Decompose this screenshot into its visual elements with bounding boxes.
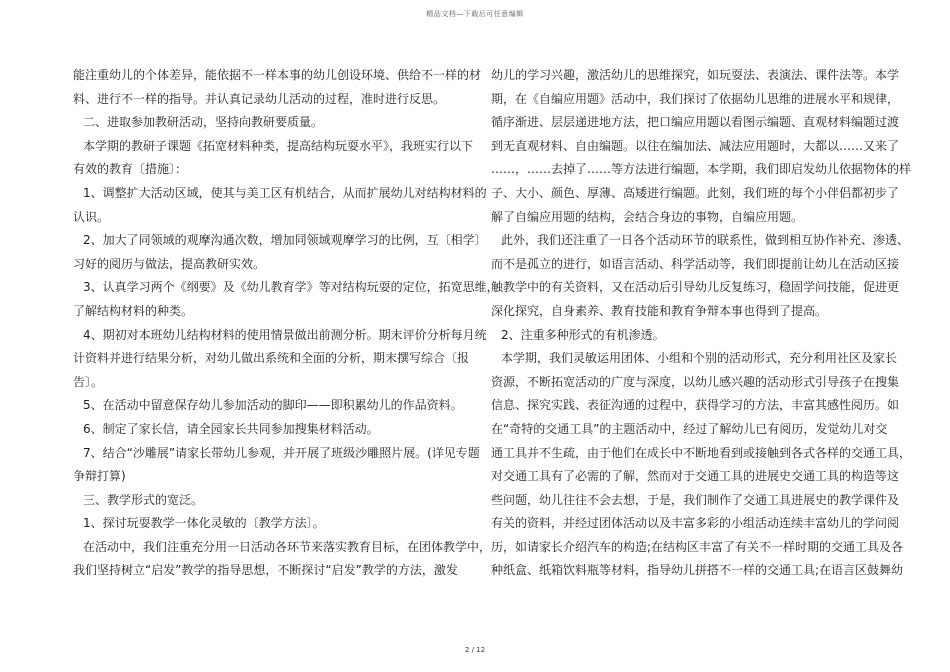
text-line: 到无直观材料、自由编题。以往在编加法、减法应用题时，大都以……又来了: [491, 138, 900, 153]
text-line: 有关的资料，并经过团体活动以及丰富多彩的小组活动连续丰富幼儿的学问阅: [491, 516, 900, 531]
text-line: 2、加大了同领域的观摩沟通次数，增加同领域观摩学习的比例，互〔相学〕: [83, 233, 487, 248]
left-column: [73, 64, 499, 583]
text-line: 计资料并进行结果分析，对幼儿做出系统和全面的分析，期末撰写综合〔报: [73, 351, 470, 366]
text-line: 本学期的教研子课题《拓宽材料种类，提高结构玩耍水平》，我班实行以下: [83, 138, 474, 153]
text-line: 了解结构材料的种类。: [73, 303, 194, 318]
text-line: 历，如请家长介绍汽车的构造;在结构区丰富了有关不一样时期的交通工具及各: [491, 539, 904, 554]
text-line: 信息、探究实践、表征沟通的过程中，获得学习的方法，丰富其感性阅历。如: [491, 398, 900, 413]
text-line: 幼儿的学习兴趣，激活幼儿的思维探究，如玩耍法、表演法、课件法等。本学: [491, 68, 900, 82]
text-line: 能注重幼儿的个体差异，能依据不一样本事的幼儿创设环境、供给不一样的材: [73, 68, 482, 82]
text-line: 5、在活动中留意保存幼儿参加活动的脚印——即积累幼儿的作品资料。: [83, 398, 463, 413]
text-line: 资源，不断拓宽活动的广度与深度，以幼儿感兴趣的活动形式引导孩子在搜集: [491, 374, 900, 389]
text-line: 期，在《自编应用题》活动中，我们探讨了依据幼儿思维的进展水平和规律，: [491, 91, 900, 106]
text-line: 通工具并不生疏，由于他们在成长中不断地看到或接触到各式各样的交通工具，: [491, 445, 912, 460]
text-line: 认识。: [73, 209, 110, 224]
text-line: 解了自编应用题的结构，会结合身边的事物，自编应用题。: [491, 209, 804, 224]
page-number: 2 / 12: [464, 646, 486, 654]
text-line: 深化探究，自身素养、教育技能和教育争辩本事也得到了提高。: [491, 303, 828, 318]
text-line: 在活动中，我们注重充分用一日活动各环节来落实教育目标，在团体教学中，: [83, 539, 492, 554]
text-line: 2、注重多种形式的有机渗透。: [501, 327, 665, 342]
text-line: 子、大小、颜色、厚薄、高矮进行编题。此刻，我们班的每个小伴侣都初步了: [491, 185, 900, 200]
text-line: 习好的阅历与做法，提高教研实效。: [73, 256, 266, 271]
text-line: 争辩打算): [73, 469, 126, 484]
text-line: 有效的教育〔措施〕：: [73, 162, 188, 177]
text-line: 对交通工具有了必需的了解，然而对于交通工具的进展史交通工具的构造等这: [491, 469, 900, 484]
text-line: 我们坚持树立“启发”教学的指导思想，不断探讨“启发”教学的方法，激发: [73, 563, 458, 578]
text-line: 1、探讨玩耍教学一体化灵敏的〔教学方法〕。: [83, 516, 325, 531]
text-line: 本学期，我们灵敏运用团体、小组和个别的活动形式，充分利用社区及家长: [501, 351, 898, 366]
text-line: 循序渐进、层层递进地方法，把口编应用题以看图示编题、直观材料编题过渡: [491, 115, 900, 130]
text-line: 7、结合“沙雕展”请家长带幼儿参观，并开展了班级沙雕照片展。(详见专题: [83, 445, 480, 460]
text-line: 6、制定了家长信，请全园家长共同参加搜集材料活动。: [83, 421, 379, 436]
text-line: 种纸盒、纸箱饮料瓶等材料，指导幼儿拼搭不一样的交通工具;在语言区鼓舞幼: [491, 563, 904, 578]
right-column: [491, 64, 912, 583]
text-line: 在“奇特的交通工具”的主题活动中，经过了解幼儿已有阅历，发觉幼儿对交: [491, 421, 888, 436]
text-line: ……，……去掉了……等方法进行编题，本学期，我们即启发幼儿依据物体的样: [491, 162, 912, 177]
text-line: 3、认真学习两个《纲要》及《幼儿教育学》等对结构玩耍的定位，拓宽思维，: [83, 280, 499, 295]
text-line: 些问题，幼儿往往不会去想，于是，我们制作了交通工具进展史的教学课件及: [491, 492, 900, 507]
text-line: 4、期初对本班幼儿结构材料的使用情景做出前测分析。期末评价分析每月统: [83, 327, 487, 342]
text-line: 而不是孤立的进行，如语言活动、科学活动等，我们即提前让幼儿在活动区接: [491, 256, 900, 271]
text-line: 三、教学形式的宽泛。: [83, 492, 204, 507]
text-line: 此外，我们还注重了一日各个活动环节的联系性，做到相互协作补充、渗透、: [501, 233, 910, 248]
text-line: 二、进取参加教研活动，坚持向教研要质量。: [83, 115, 324, 130]
text-line: 料、进行不一样的指导。并认真记录幼儿活动的过程，准时进行反思。: [73, 91, 446, 106]
text-line: 告〕。: [73, 374, 104, 389]
document-header: 精品文档—下载后可任意编辑: [426, 10, 524, 18]
text-line: 1、调整扩大活动区域，使其与美工区有机结合，从而扩展幼儿对结构材料的: [83, 185, 487, 200]
text-line: 触教学中的有关资料，又在活动后引导幼儿反复练习，稳固学问技能，促进更: [491, 280, 900, 295]
